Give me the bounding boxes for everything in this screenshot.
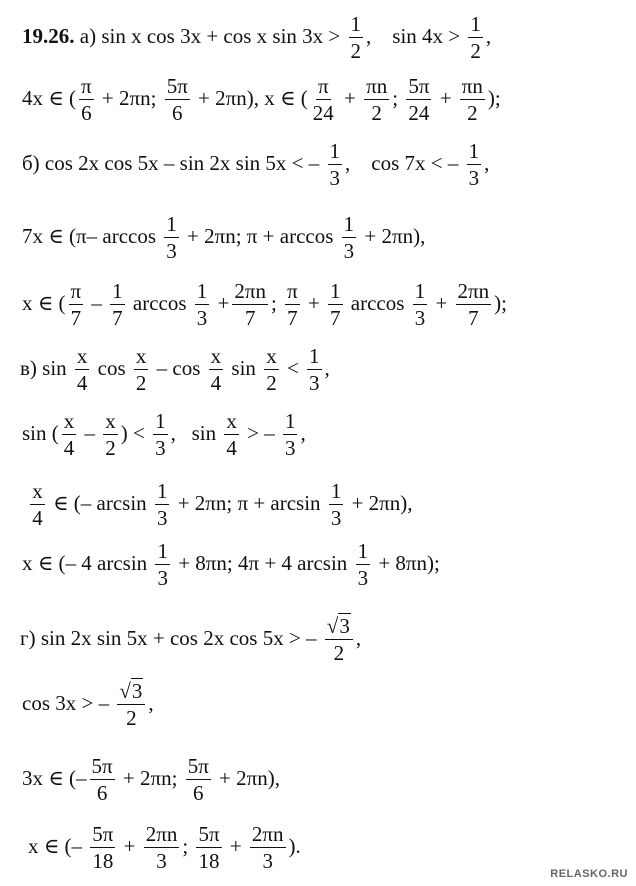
math-line xyxy=(22,213,425,263)
fraction-denominator: 3 xyxy=(166,239,177,264)
fraction-numerator: 1 xyxy=(283,410,298,435)
math-line xyxy=(22,755,280,805)
fraction-numerator: π xyxy=(285,280,300,305)
fraction xyxy=(356,540,371,590)
math-text: , xyxy=(148,690,154,715)
math-text: – xyxy=(79,420,101,445)
math-text: + xyxy=(118,833,141,858)
math-text: cos xyxy=(92,355,131,380)
math-text xyxy=(22,493,27,514)
square-root xyxy=(119,680,143,703)
fraction-denominator: 3 xyxy=(262,849,273,874)
fraction-denominator: 3 xyxy=(357,566,369,591)
math-text: – xyxy=(86,290,108,315)
fraction-numerator: 1 xyxy=(467,140,482,165)
fraction-denominator: 2 xyxy=(105,436,116,461)
math-line xyxy=(28,823,301,873)
fraction-numerator: 1 xyxy=(329,480,344,505)
fraction-numerator: 1 xyxy=(328,280,343,305)
fraction-numerator: 1 xyxy=(328,140,343,165)
math-text: arccos xyxy=(345,290,410,315)
fraction xyxy=(155,540,170,590)
fraction xyxy=(90,823,115,873)
fraction xyxy=(30,480,45,530)
fraction xyxy=(349,13,364,63)
math-line xyxy=(22,480,413,530)
fraction xyxy=(364,75,389,125)
fraction xyxy=(134,345,149,395)
fraction xyxy=(467,140,482,190)
fraction-denominator: 2 xyxy=(333,641,345,666)
fraction xyxy=(90,755,115,805)
math-text: , cos 7x < – xyxy=(345,150,464,175)
fraction-numerator: x xyxy=(75,345,90,370)
fraction-numerator: 2πn xyxy=(456,280,492,305)
fraction-numerator: π xyxy=(69,280,84,305)
fraction xyxy=(224,410,239,460)
fraction-denominator: 4 xyxy=(76,371,88,396)
fraction-numerator: 5π xyxy=(196,823,221,848)
math-text: ∈ (– arcsin xyxy=(47,490,152,515)
fraction xyxy=(413,280,428,330)
fraction-numerator: x xyxy=(103,410,118,435)
math-text: , xyxy=(300,420,306,445)
fraction-numerator: 1 xyxy=(342,213,357,238)
fraction-numerator: x xyxy=(134,345,149,370)
fraction xyxy=(117,680,145,730)
fraction-denominator: 7 xyxy=(468,306,479,331)
fraction-numerator: 1 xyxy=(155,480,170,505)
fraction-denominator: 3 xyxy=(156,506,168,531)
fraction-numerator: π xyxy=(79,75,94,100)
math-text: + xyxy=(224,833,247,858)
math-text: + 2πn), x ∈ ( xyxy=(192,85,308,110)
fraction xyxy=(328,140,343,190)
math-text: < xyxy=(281,355,305,380)
math-line xyxy=(22,140,489,190)
fraction-denominator: 3 xyxy=(329,166,341,191)
fraction-denominator: 18 xyxy=(92,849,114,874)
math-text: x ∈ (– 4 arcsin xyxy=(22,550,153,575)
math-text: + 2πn), xyxy=(213,765,280,790)
fraction-denominator: 6 xyxy=(192,781,204,806)
fraction-numerator: π xyxy=(316,75,331,100)
math-line xyxy=(22,280,507,330)
math-text: x ∈ ( xyxy=(22,290,66,315)
math-text: cos 3x > – xyxy=(22,690,115,715)
math-text: ) < xyxy=(120,420,151,445)
math-text: – cos xyxy=(151,355,206,380)
problem-number: 19.26. xyxy=(22,23,75,48)
fraction-denominator: 18 xyxy=(198,849,220,874)
fraction xyxy=(209,345,224,395)
math-text: + xyxy=(430,290,453,315)
math-text: + xyxy=(302,290,326,315)
radical-sign: √ xyxy=(326,614,339,638)
fraction xyxy=(153,410,168,460)
fraction xyxy=(325,615,353,665)
fraction-denominator: 24 xyxy=(408,101,430,126)
math-text: + 2πn), xyxy=(359,223,426,248)
fraction-numerator: 1 xyxy=(349,13,364,38)
math-text: + 2πn), xyxy=(346,490,413,515)
fraction-denominator: 2 xyxy=(350,39,362,64)
math-text: а) sin x cos 3x + cos x sin 3x > xyxy=(74,23,346,48)
math-text: + 8πn; 4π + 4 arcsin xyxy=(172,550,353,575)
fraction-denominator: 4 xyxy=(210,371,222,396)
fraction-denominator: 24 xyxy=(312,101,334,126)
fraction-denominator: 7 xyxy=(70,306,82,331)
math-text: , xyxy=(324,355,330,380)
fraction-denominator: 2 xyxy=(266,371,277,396)
math-line xyxy=(22,410,306,460)
math-text: ; xyxy=(182,833,194,858)
fraction xyxy=(165,75,190,125)
math-text: , xyxy=(485,23,492,48)
math-text: , xyxy=(355,625,362,650)
radicand: 3 xyxy=(339,614,350,638)
math-text: ; xyxy=(271,290,283,315)
fraction-numerator: x xyxy=(209,345,224,370)
radicand: 3 xyxy=(131,679,143,703)
fraction xyxy=(468,13,483,63)
fraction-numerator: x xyxy=(30,480,45,505)
fraction xyxy=(164,213,179,263)
math-text: ); xyxy=(487,85,501,110)
fraction-denominator: 2 xyxy=(126,706,137,731)
math-text: ); xyxy=(494,290,507,315)
fraction xyxy=(75,345,90,395)
math-text: sin xyxy=(226,355,262,380)
fraction-numerator xyxy=(117,680,145,705)
fraction-numerator: 1 xyxy=(110,280,125,305)
fraction xyxy=(342,213,357,263)
fraction-denominator: 6 xyxy=(96,781,108,806)
math-text: sin ( xyxy=(22,420,59,445)
fraction-denominator: 3 xyxy=(156,849,167,874)
fraction-denominator: 4 xyxy=(226,436,237,461)
math-text: в) sin xyxy=(20,355,72,380)
math-text: + 2πn; xyxy=(117,765,183,790)
fraction-numerator: 1 xyxy=(468,13,483,38)
watermark: RELASKO.RU xyxy=(550,868,628,880)
fraction-denominator: 3 xyxy=(343,239,355,264)
fraction-denominator: 2 xyxy=(371,101,382,126)
fraction xyxy=(329,480,344,530)
fraction-numerator: 2πn xyxy=(250,823,286,848)
square-root xyxy=(327,615,351,638)
fraction-numerator: 1 xyxy=(164,213,179,238)
math-text: 4x ∈ ( xyxy=(22,85,77,110)
fraction xyxy=(195,280,210,330)
fraction-denominator: 2 xyxy=(135,371,147,396)
math-text: + 2πn; π + arccos xyxy=(181,223,339,248)
fraction-numerator: 1 xyxy=(307,345,322,370)
fraction-numerator: 5π xyxy=(186,755,211,780)
fraction-numerator: 1 xyxy=(413,280,428,305)
fraction-numerator: x xyxy=(62,410,77,435)
fraction xyxy=(186,755,211,805)
fraction xyxy=(69,280,84,330)
fraction-numerator: x xyxy=(224,410,239,435)
fraction xyxy=(264,345,279,395)
fraction xyxy=(196,823,221,873)
fraction-denominator: 2 xyxy=(470,39,481,64)
fraction xyxy=(285,280,300,330)
fraction-numerator: 5π xyxy=(406,75,431,100)
fraction xyxy=(311,75,336,125)
math-text: , sin 4x > xyxy=(366,23,466,48)
fraction xyxy=(456,280,492,330)
fraction-denominator: 3 xyxy=(414,306,426,331)
fraction-numerator: 1 xyxy=(356,540,371,565)
fraction xyxy=(79,75,94,125)
math-text: , xyxy=(484,150,490,175)
fraction-denominator: 3 xyxy=(330,506,342,531)
fraction-denominator: 3 xyxy=(155,436,166,461)
fraction-numerator: x xyxy=(264,345,279,370)
fraction xyxy=(406,75,431,125)
math-text: ). xyxy=(288,833,301,858)
fraction xyxy=(110,280,125,330)
fraction-denominator: 3 xyxy=(196,306,208,331)
math-text: + xyxy=(212,290,230,315)
math-text: б) cos 2x cos 5x – sin 2x sin 5x < – xyxy=(22,150,325,175)
fraction-denominator: 3 xyxy=(309,371,320,396)
fraction-numerator: 2πn xyxy=(232,280,268,305)
math-text: > – xyxy=(241,420,280,445)
math-text: + 8πn); xyxy=(373,550,440,575)
fraction-denominator: 7 xyxy=(330,306,341,331)
fraction xyxy=(283,410,298,460)
math-text: 3x ∈ (– xyxy=(22,765,87,790)
math-text: x ∈ (– xyxy=(28,833,88,858)
fraction xyxy=(250,823,286,873)
fraction-numerator: 1 xyxy=(155,540,170,565)
math-text: 7x ∈ (π– arccos xyxy=(22,223,162,248)
fraction-denominator: 3 xyxy=(468,166,480,191)
fraction-numerator: 1 xyxy=(195,280,210,305)
math-text: + xyxy=(434,85,457,110)
math-line xyxy=(20,345,330,395)
fraction-denominator: 2 xyxy=(467,101,478,126)
radical-sign: √ xyxy=(119,679,131,703)
fraction-denominator: 3 xyxy=(157,566,168,591)
fraction-denominator: 4 xyxy=(32,506,43,531)
fraction-denominator: 4 xyxy=(63,436,75,461)
fraction-denominator: 6 xyxy=(81,101,92,126)
math-text: arccos xyxy=(127,290,192,315)
math-text: , sin xyxy=(170,420,222,445)
fraction-numerator: 1 xyxy=(153,410,168,435)
math-line xyxy=(22,75,501,125)
fraction-numerator: 5π xyxy=(165,75,190,100)
math-text: + xyxy=(338,85,362,110)
fraction-denominator: 6 xyxy=(171,101,183,126)
fraction xyxy=(232,280,268,330)
fraction-numerator xyxy=(325,615,353,640)
fraction-denominator: 7 xyxy=(112,306,123,331)
fraction-numerator: 2πn xyxy=(144,823,180,848)
math-line xyxy=(22,540,440,590)
fraction-numerator: πn xyxy=(364,75,389,100)
fraction xyxy=(307,345,322,395)
math-text: + 2πn; xyxy=(96,85,162,110)
math-line xyxy=(22,680,154,730)
fraction-numerator: πn xyxy=(460,75,485,100)
fraction xyxy=(103,410,118,460)
math-text: ; xyxy=(392,85,404,110)
math-line xyxy=(22,13,491,63)
fraction-denominator: 3 xyxy=(284,436,296,461)
fraction xyxy=(460,75,485,125)
math-text: г) sin 2x sin 5x + cos 2x cos 5x > – xyxy=(20,625,322,650)
math-text: + 2πn; π + arcsin xyxy=(172,490,326,515)
fraction xyxy=(144,823,180,873)
fraction-denominator: 7 xyxy=(244,306,256,331)
fraction xyxy=(62,410,77,460)
fraction xyxy=(328,280,343,330)
fraction-numerator: 5π xyxy=(90,755,115,780)
math-line xyxy=(20,615,361,665)
fraction-numerator: 5π xyxy=(90,823,115,848)
fraction-denominator: 7 xyxy=(287,306,298,331)
fraction xyxy=(155,480,170,530)
